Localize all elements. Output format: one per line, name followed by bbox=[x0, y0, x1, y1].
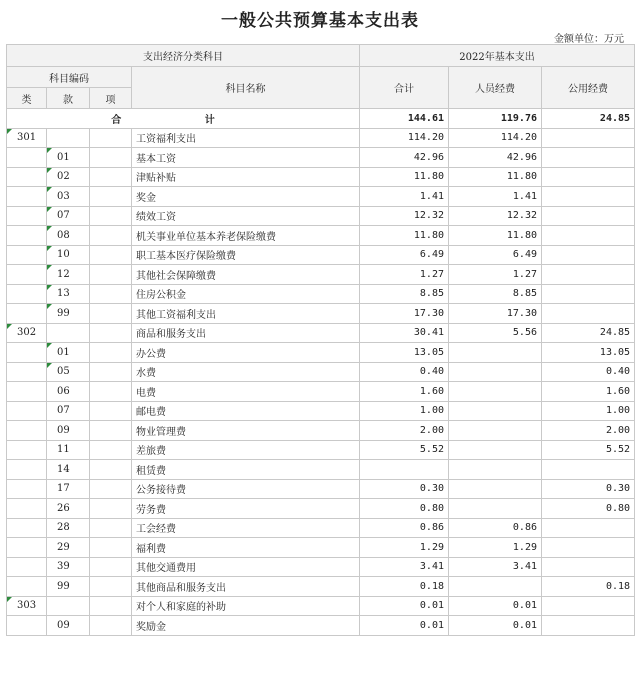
total-cell: 3.41 bbox=[360, 557, 449, 577]
table-row bbox=[7, 499, 635, 519]
kuan-code-cell: 07 bbox=[47, 206, 90, 226]
lei-code-cell: 303 bbox=[7, 596, 47, 616]
personnel-cell: 1.29 bbox=[449, 538, 542, 558]
table-row bbox=[7, 440, 635, 460]
table-row bbox=[7, 265, 635, 285]
lei-code-cell bbox=[7, 206, 47, 226]
public-cell: 1.60 bbox=[542, 382, 635, 402]
lei-code-cell bbox=[7, 421, 47, 441]
lei-code-cell bbox=[7, 187, 47, 207]
lei-code-cell bbox=[7, 401, 47, 421]
kuan-code-cell: 09 bbox=[47, 616, 90, 636]
item-name-cell: 办公费 bbox=[132, 343, 360, 363]
total-public: 24.85 bbox=[542, 109, 635, 129]
xiang-code-cell bbox=[90, 284, 132, 304]
public-cell: 0.80 bbox=[542, 499, 635, 519]
lei-code-cell bbox=[7, 148, 47, 168]
total-cell bbox=[360, 460, 449, 480]
lei-code-cell bbox=[7, 245, 47, 265]
total-cell: 5.52 bbox=[360, 440, 449, 460]
lei-code-cell bbox=[7, 343, 47, 363]
lei-code-cell bbox=[7, 440, 47, 460]
kuan-code-cell bbox=[47, 323, 90, 343]
table-row bbox=[7, 323, 635, 343]
public-cell: 13.05 bbox=[542, 343, 635, 363]
lei-code-cell bbox=[7, 616, 47, 636]
table-row bbox=[7, 362, 635, 382]
item-name-cell: 公务接待费 bbox=[132, 479, 360, 499]
public-cell: 5.52 bbox=[542, 440, 635, 460]
total-cell: 11.80 bbox=[360, 226, 449, 246]
total-cell: 17.30 bbox=[360, 304, 449, 324]
xiang-code-cell bbox=[90, 323, 132, 343]
kuan-code-cell: 01 bbox=[47, 343, 90, 363]
item-name-cell: 工会经费 bbox=[132, 518, 360, 538]
public-cell bbox=[542, 616, 635, 636]
item-name-cell: 其他交通费用 bbox=[132, 557, 360, 577]
table-row bbox=[7, 577, 635, 597]
xiang-code-cell bbox=[90, 538, 132, 558]
public-cell bbox=[542, 245, 635, 265]
item-name-cell: 其他社会保障缴费 bbox=[132, 265, 360, 285]
header-year-group: 2022年基本支出 bbox=[360, 45, 635, 67]
item-name-cell: 绩效工资 bbox=[132, 206, 360, 226]
table-row bbox=[7, 479, 635, 499]
item-name-cell: 对个人和家庭的补助 bbox=[132, 596, 360, 616]
lei-code-cell bbox=[7, 479, 47, 499]
xiang-code-cell bbox=[90, 382, 132, 402]
xiang-code-cell bbox=[90, 518, 132, 538]
table-row bbox=[7, 596, 635, 616]
total-cell: 11.80 bbox=[360, 167, 449, 187]
public-cell bbox=[542, 596, 635, 616]
table-row bbox=[7, 245, 635, 265]
item-name-cell: 电费 bbox=[132, 382, 360, 402]
xiang-code-cell bbox=[90, 343, 132, 363]
header-kuan: 款 bbox=[47, 88, 90, 109]
personnel-cell: 1.41 bbox=[449, 187, 542, 207]
total-cell: 1.60 bbox=[360, 382, 449, 402]
xiang-code-cell bbox=[90, 460, 132, 480]
total-cell: 0.01 bbox=[360, 596, 449, 616]
total-cell: 0.40 bbox=[360, 362, 449, 382]
public-cell bbox=[542, 557, 635, 577]
kuan-code-cell: 09 bbox=[47, 421, 90, 441]
personnel-cell: 11.80 bbox=[449, 167, 542, 187]
xiang-code-cell bbox=[90, 226, 132, 246]
header-personnel: 人员经费 bbox=[449, 67, 542, 109]
kuan-code-cell: 05 bbox=[47, 362, 90, 382]
item-name-cell: 商品和服务支出 bbox=[132, 323, 360, 343]
total-cell: 0.18 bbox=[360, 577, 449, 597]
xiang-code-cell bbox=[90, 304, 132, 324]
item-name-cell: 其他工资福利支出 bbox=[132, 304, 360, 324]
personnel-cell: 42.96 bbox=[449, 148, 542, 168]
table-row bbox=[7, 557, 635, 577]
total-personnel: 119.76 bbox=[449, 109, 542, 129]
kuan-code-cell: 01 bbox=[47, 148, 90, 168]
public-cell: 0.30 bbox=[542, 479, 635, 499]
lei-code-cell bbox=[7, 226, 47, 246]
item-name-cell: 住房公积金 bbox=[132, 284, 360, 304]
lei-code-cell bbox=[7, 538, 47, 558]
xiang-code-cell bbox=[90, 557, 132, 577]
item-name-cell: 邮电费 bbox=[132, 401, 360, 421]
xiang-code-cell bbox=[90, 421, 132, 441]
header-xiang: 项 bbox=[90, 88, 132, 109]
xiang-code-cell bbox=[90, 187, 132, 207]
table-row bbox=[7, 167, 635, 187]
kuan-code-cell bbox=[47, 596, 90, 616]
kuan-code-cell: 29 bbox=[47, 538, 90, 558]
lei-code-cell bbox=[7, 460, 47, 480]
xiang-code-cell bbox=[90, 128, 132, 148]
total-cell: 1.27 bbox=[360, 265, 449, 285]
xiang-code-cell bbox=[90, 616, 132, 636]
xiang-code-cell bbox=[90, 245, 132, 265]
kuan-code-cell: 02 bbox=[47, 167, 90, 187]
item-name-cell: 基本工资 bbox=[132, 148, 360, 168]
total-cell: 0.86 bbox=[360, 518, 449, 538]
personnel-cell: 6.49 bbox=[449, 245, 542, 265]
lei-code-cell bbox=[7, 499, 47, 519]
item-name-cell: 劳务费 bbox=[132, 499, 360, 519]
public-cell: 24.85 bbox=[542, 323, 635, 343]
table-row bbox=[7, 401, 635, 421]
budget-table bbox=[6, 44, 635, 636]
item-name-cell: 奖励金 bbox=[132, 616, 360, 636]
kuan-code-cell: 11 bbox=[47, 440, 90, 460]
xiang-code-cell bbox=[90, 401, 132, 421]
table-row bbox=[7, 343, 635, 363]
kuan-code-cell: 06 bbox=[47, 382, 90, 402]
personnel-cell bbox=[449, 460, 542, 480]
personnel-cell bbox=[449, 479, 542, 499]
public-cell bbox=[542, 304, 635, 324]
unit-label: 金额单位：万元 bbox=[554, 34, 624, 45]
kuan-code-cell: 14 bbox=[47, 460, 90, 480]
personnel-cell: 114.20 bbox=[449, 128, 542, 148]
item-name-cell: 物业管理费 bbox=[132, 421, 360, 441]
table-row bbox=[7, 382, 635, 402]
xiang-code-cell bbox=[90, 596, 132, 616]
item-name-cell: 水费 bbox=[132, 362, 360, 382]
lei-code-cell bbox=[7, 382, 47, 402]
personnel-cell: 0.01 bbox=[449, 596, 542, 616]
xiang-code-cell bbox=[90, 206, 132, 226]
item-name-cell: 津贴补贴 bbox=[132, 167, 360, 187]
public-cell bbox=[542, 148, 635, 168]
personnel-cell bbox=[449, 362, 542, 382]
header-public: 公用经费 bbox=[542, 67, 635, 109]
header-lei: 类 bbox=[7, 88, 47, 109]
personnel-cell bbox=[449, 440, 542, 460]
xiang-code-cell bbox=[90, 440, 132, 460]
xiang-code-cell bbox=[90, 167, 132, 187]
public-cell bbox=[542, 167, 635, 187]
public-cell: 1.00 bbox=[542, 401, 635, 421]
item-name-cell: 福利费 bbox=[132, 538, 360, 558]
lei-code-cell bbox=[7, 362, 47, 382]
personnel-cell bbox=[449, 382, 542, 402]
table-row bbox=[7, 284, 635, 304]
table-row bbox=[7, 616, 635, 636]
lei-code-cell bbox=[7, 284, 47, 304]
table-row bbox=[7, 421, 635, 441]
header-code-group: 科目编码 bbox=[7, 67, 132, 88]
personnel-cell bbox=[449, 499, 542, 519]
xiang-code-cell bbox=[90, 479, 132, 499]
personnel-cell bbox=[449, 577, 542, 597]
kuan-code-cell: 03 bbox=[47, 187, 90, 207]
total-cell: 42.96 bbox=[360, 148, 449, 168]
kuan-code-cell bbox=[47, 128, 90, 148]
lei-code-cell bbox=[7, 577, 47, 597]
lei-code-cell bbox=[7, 265, 47, 285]
page-title: 一般公共预算基本支出表 bbox=[221, 11, 419, 31]
public-cell bbox=[542, 265, 635, 285]
item-name-cell: 其他商品和服务支出 bbox=[132, 577, 360, 597]
kuan-code-cell: 26 bbox=[47, 499, 90, 519]
total-cell: 1.29 bbox=[360, 538, 449, 558]
table-row bbox=[7, 518, 635, 538]
total-label: 合 计 bbox=[7, 109, 360, 129]
public-cell bbox=[542, 518, 635, 538]
public-cell bbox=[542, 538, 635, 558]
item-name-cell: 租赁费 bbox=[132, 460, 360, 480]
kuan-code-cell: 17 bbox=[47, 479, 90, 499]
xiang-code-cell bbox=[90, 148, 132, 168]
lei-code-cell bbox=[7, 167, 47, 187]
xiang-code-cell bbox=[90, 362, 132, 382]
table-row bbox=[7, 148, 635, 168]
kuan-code-cell: 99 bbox=[47, 577, 90, 597]
table-row bbox=[7, 304, 635, 324]
personnel-cell: 3.41 bbox=[449, 557, 542, 577]
lei-code-cell: 301 bbox=[7, 128, 47, 148]
lei-code-cell bbox=[7, 557, 47, 577]
total-cell: 2.00 bbox=[360, 421, 449, 441]
kuan-code-cell: 07 bbox=[47, 401, 90, 421]
total-cell: 0.30 bbox=[360, 479, 449, 499]
personnel-cell bbox=[449, 421, 542, 441]
kuan-code-cell: 13 bbox=[47, 284, 90, 304]
personnel-cell: 17.30 bbox=[449, 304, 542, 324]
public-cell bbox=[542, 284, 635, 304]
total-sum: 144.61 bbox=[360, 109, 449, 129]
xiang-code-cell bbox=[90, 577, 132, 597]
personnel-cell: 5.56 bbox=[449, 323, 542, 343]
item-name-cell: 机关事业单位基本养老保险缴费 bbox=[132, 226, 360, 246]
kuan-code-cell: 39 bbox=[47, 557, 90, 577]
xiang-code-cell bbox=[90, 499, 132, 519]
personnel-cell: 11.80 bbox=[449, 226, 542, 246]
personnel-cell bbox=[449, 401, 542, 421]
public-cell bbox=[542, 460, 635, 480]
public-cell: 2.00 bbox=[542, 421, 635, 441]
header-total: 合计 bbox=[360, 67, 449, 109]
kuan-code-cell: 08 bbox=[47, 226, 90, 246]
public-cell bbox=[542, 187, 635, 207]
header-classification: 支出经济分类科目 bbox=[7, 45, 360, 67]
public-cell: 0.18 bbox=[542, 577, 635, 597]
item-name-cell: 差旅费 bbox=[132, 440, 360, 460]
table-row bbox=[7, 538, 635, 558]
total-cell: 30.41 bbox=[360, 323, 449, 343]
public-cell bbox=[542, 128, 635, 148]
total-cell: 13.05 bbox=[360, 343, 449, 363]
item-name-cell: 职工基本医疗保险缴费 bbox=[132, 245, 360, 265]
personnel-cell bbox=[449, 343, 542, 363]
table-row bbox=[7, 206, 635, 226]
personnel-cell: 0.01 bbox=[449, 616, 542, 636]
total-cell: 1.41 bbox=[360, 187, 449, 207]
total-cell: 1.00 bbox=[360, 401, 449, 421]
total-cell: 0.80 bbox=[360, 499, 449, 519]
table-row bbox=[7, 128, 635, 148]
public-cell: 0.40 bbox=[542, 362, 635, 382]
total-row bbox=[7, 109, 635, 129]
total-cell: 12.32 bbox=[360, 206, 449, 226]
total-cell: 8.85 bbox=[360, 284, 449, 304]
kuan-code-cell: 99 bbox=[47, 304, 90, 324]
xiang-code-cell bbox=[90, 265, 132, 285]
lei-code-cell bbox=[7, 518, 47, 538]
personnel-cell: 12.32 bbox=[449, 206, 542, 226]
personnel-cell: 8.85 bbox=[449, 284, 542, 304]
table-row bbox=[7, 226, 635, 246]
lei-code-cell bbox=[7, 304, 47, 324]
item-name-cell: 奖金 bbox=[132, 187, 360, 207]
item-name-cell: 工资福利支出 bbox=[132, 128, 360, 148]
total-cell: 114.20 bbox=[360, 128, 449, 148]
public-cell bbox=[542, 226, 635, 246]
kuan-code-cell: 28 bbox=[47, 518, 90, 538]
table-row bbox=[7, 460, 635, 480]
total-cell: 6.49 bbox=[360, 245, 449, 265]
personnel-cell: 0.86 bbox=[449, 518, 542, 538]
lei-code-cell: 302 bbox=[7, 323, 47, 343]
header-name: 科目名称 bbox=[132, 67, 360, 109]
public-cell bbox=[542, 206, 635, 226]
table-row bbox=[7, 187, 635, 207]
personnel-cell: 1.27 bbox=[449, 265, 542, 285]
kuan-code-cell: 10 bbox=[47, 245, 90, 265]
kuan-code-cell: 12 bbox=[47, 265, 90, 285]
total-cell: 0.01 bbox=[360, 616, 449, 636]
